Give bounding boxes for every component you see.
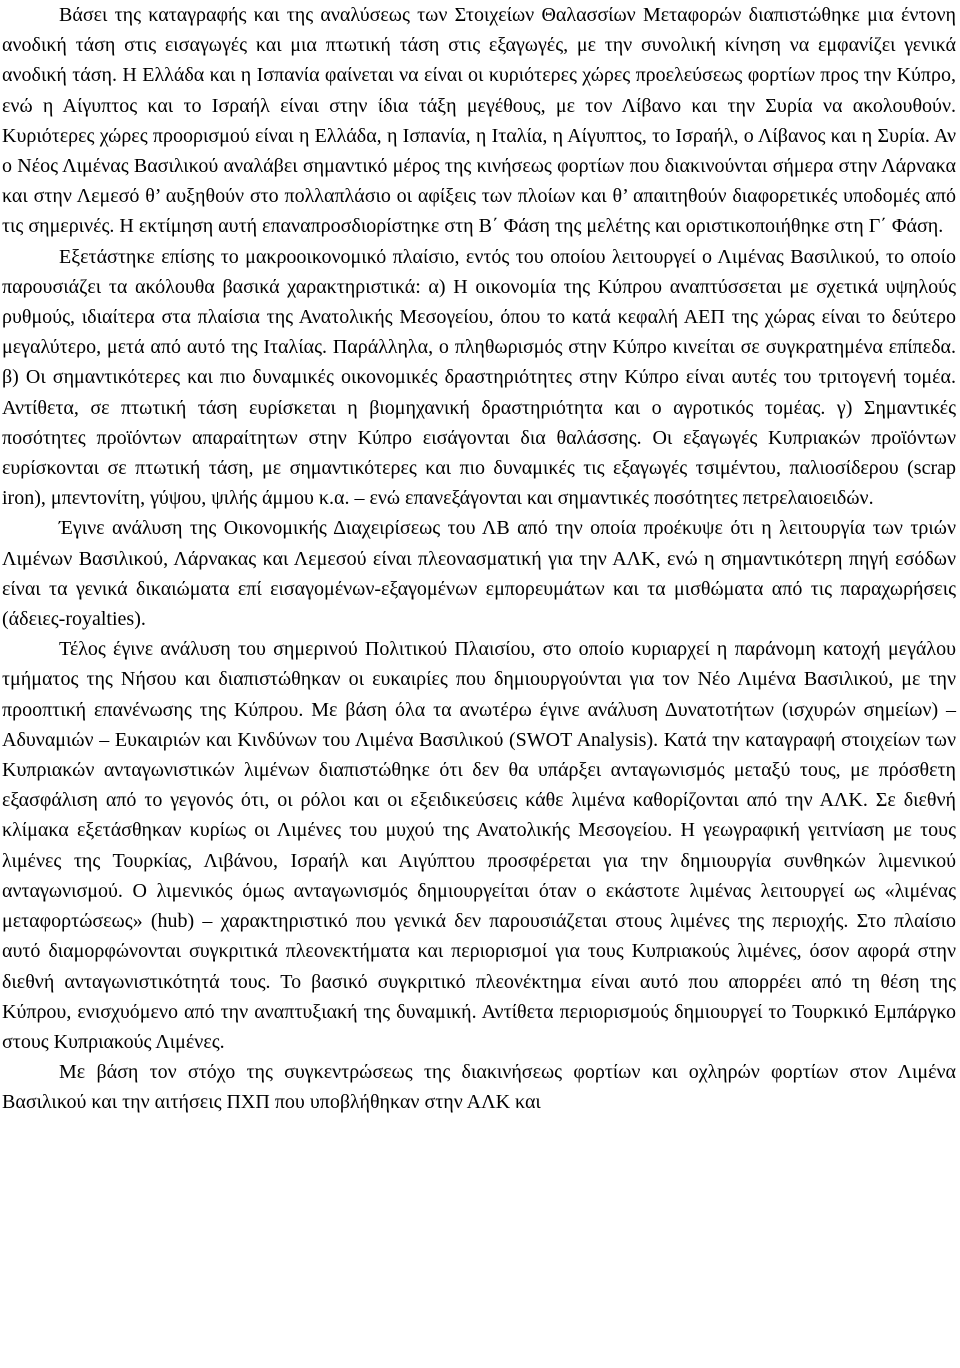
paragraph-cargo-statistics: Βάσει της καταγραφής και της αναλύσεως των Στοιχείων Θαλασσίων Μεταφορών διαπιστώθηκε μια έντονη ανοδική τάση στις εισαγωγές και μια πτωτική τάση στις εξαγωγές, με την συνολική κίνηση να εμφανίζει γενικά ανοδική τάση. Η Ελλάδα και η Ισπανία φαίνεται να είναι οι κυριότερες χώρες προελεύσεως φορτίων προς την Κύπρο, ενώ η Αίγυπτος και το Ισραήλ είναι στην ίδια τάξη μεγέθους, με τον Λίβανο και την Συρία να ακολουθούν. Κυριότερες χώρες προορισμού είναι η Ελλάδα, η Ισπανία, η Ιταλία, η Αίγυπτος, το Ισραήλ, ο Λίβανος και η Συρία. Αν ο Νέος Λιμένας Βασιλικού αναλάβει σημαντικό μέρος της κινήσεως φορτίων που διακινούνται σήμερα στην Λάρνακα και στην Λεμεσό θ’ αυξηθούν στο πολλαπλάσιο οι αφίξεις των πλοίων και θ’ απαιτηθούν διαφορετικές υποδομές από τις σημερινές. Η εκτίμηση αυτή επαναπροσδιορίστηκε στη Β΄ Φάση της μελέτης και οριστικοποιήθηκε στη Γ΄ Φάση. [2, 4, 956, 238]
paragraph-cargo-concentration: Με βάση τον στόχο της συγκεντρώσεως της διακινήσεως φορτίων και οχληρών φορτίων στον Λιμένα Βασιλικού και την αιτήσεις ΠΧΠ που υποβλήθηκαν στην ΑΛΚ και [2, 1061, 956, 1114]
paragraph-financial-management: Έγινε ανάλυση της Οικονομικής Διαχειρίσεως του ΛΒ από την οποία προέκυψε ότι η λειτουργία των τριών Λιμένων Βασιλικού, Λάρνακας και Λεμεσού είναι πλεονασματική για την ΑΛΚ, ενώ η σημαντικότερη πηγή εσόδων είναι τα γενικά δικαιώματα επί εισαγομένων-εξαγομένων εμπορευμάτων και τα μισθώματα από τις παραχωρήσεις (άδειες-royalties). [2, 517, 956, 631]
paragraph-political-framework-swot: Τέλος έγινε ανάλυση του σημερινού Πολιτικού Πλαισίου, στο οποίο κυριαρχεί η παράνομη κατοχή μεγάλου τμήματος της Νήσου και διαπιστώθηκαν οι ευκαιρίες που δημιουργούνται για τον Νέο Λιμένα Βασιλικού, με την προοπτική επανένωσης της Κύπρου. Με βάση όλα τα ανωτέρω έγινε ανάλυση Δυνατοτήτων (ισχυρών σημείων) – Αδυναμιών – Ευκαιριών και Κινδύνων του Λιμένα Βασιλικού (SWOT Analysis). Κατά την καταγραφή στοιχείων των Κυπριακών ανταγωνιστικών λιμένων διαπιστώθηκε ότι δεν θα υπάρξει ανταγωνισμός μεταξύ τους, με πρόσθετη εξασφάλιση από το γεγονός ότι, οι ρόλοι και οι εξειδικεύσεις κάθε λιμένα καθορίζονται από την ΑΛΚ. Σε διεθνή κλίμακα εξετάσθηκαν κυρίως οι Λιμένες του μυχού της Ανατολικής Μεσογείου. Η γεωγραφική γειτνίαση με τους λιμένες της Τουρκίας, Λιβάνου, Ισραήλ και Αιγύπτου προσφέρεται για την δημιουργία συνθηκών λιμενικού ανταγωνισμού. Ο λιμενικός όμως ανταγωνισμός δημιουργείται όταν ο εκάστοτε λιμένας λειτουργεί ως «λιμένας μεταφορτώσεως» (hub) – χαρακτηριστικό που γενικά δεν παρουσιάζεται στους λιμένες της περιοχής. Στο πλαίσιο αυτό διαμορφώνονται συγκριτικά πλεονεκτήματα και περιορισμοί για τους Κυπριακούς λιμένες, όσον αφορά στην διεθνή ανταγωνιστικότητά τους. Το βασικό συγκριτικό πλεονέκτημα είναι αυτό που απορρέει από τη θέση της Κύπρου, ενισχυόμενο από την αναπτυξιακή της δυναμική. Αντίθετα περιορισμούς δημιουργεί το Τουρκικό Εμπάργκο στους Κυπριακούς Λιμένες. [2, 638, 956, 1053]
paragraph-macroeconomic-framework: Εξετάστηκε επίσης το μακροοικονομικό πλαίσιο, εντός του οποίου λειτουργεί ο Λιμένας Βασιλικού, το οποίο παρουσιάζει τα ακόλουθα βασικά χαρακτηριστικά: α) Η οικονομία της Κύπρου αναπτύσσεται με σχετικά υψηλούς ρυθμούς, ιδιαίτερα στα πλαίσια της Ανατολικής Μεσογείου, όπου το κατά κεφαλή ΑΕΠ της χώρας είναι το δεύτερο μεγαλύτερο, μετά από αυτό της Ιταλίας. Παράλληλα, ο πληθωρισμός στην Κύπρο κινείται σε συγκρατημένα επίπεδα. β) Οι σημαντικότερες και πιο δυναμικές οικονομικές δραστηριότητες στην Κύπρο είναι αυτές του τριτογενή τομέα. Αντίθετα, σε πτωτική τάση ευρίσκεται η βιομηχανική δραστηριότητα και ο αγροτικός τομέας. γ) Σημαντικές ποσότητες προϊόντων απαραίτητων στην Κύπρο εισάγονται δια θαλάσσης. Οι εξαγωγές Κυπριακών προϊόντων ευρίσκονται σε πτωτική τάση, με σημαντικότερες και πιο δυναμικές τις εξαγωγές τσιμέντου, παλιοσίδερου (scrap iron), μπεντονίτη, γύψου, ψιλής άμμου κ.α. – ενώ επανεξάγονται και σημαντικές ποσότητες πετρελαιοειδών. [2, 245, 956, 510]
document-page [2, 0, 956, 1118]
